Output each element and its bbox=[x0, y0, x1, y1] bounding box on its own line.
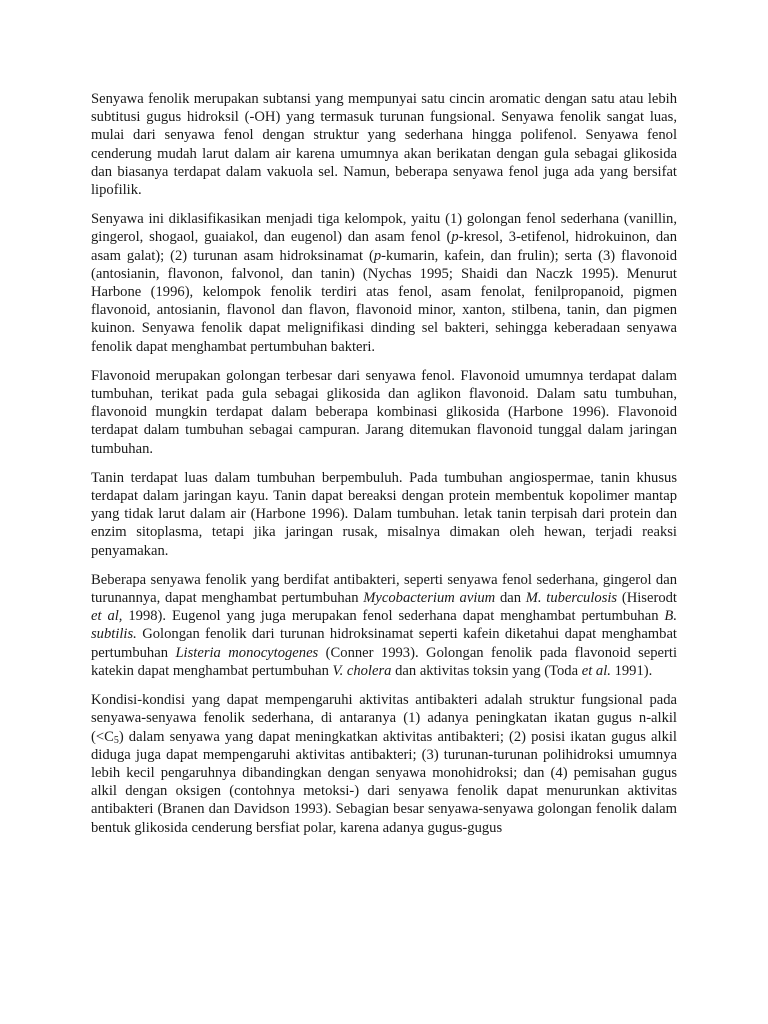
text-segment: 1991). bbox=[610, 662, 653, 679]
subscript-text: 5 bbox=[113, 734, 119, 746]
text-segment: Golongan fenolik dari turunan hidroksinamat seperti kafein diketahui dapat menghambat pertumbuhan bbox=[91, 626, 677, 661]
italic-text: M. tuberculosis bbox=[525, 590, 618, 607]
italic-text: p bbox=[451, 229, 459, 246]
text-segment: Beberapa senyawa fenolik yang berdifat antibakteri, seperti senyawa fenol sederhana, gingerol dan turunannya, dapat menghambat pertumbuhan bbox=[91, 571, 677, 607]
italic-text: B. subtilis. bbox=[91, 608, 677, 643]
italic-text: p bbox=[373, 247, 382, 264]
paragraph-tanin bbox=[91, 469, 677, 560]
italic-text: et al bbox=[91, 608, 119, 625]
text-segment: dan bbox=[495, 590, 526, 607]
text-segment: Senyawa ini diklasifikasikan menjadi tiga kelompok, yaitu (1) golongan fenol sederhana (vanillin, gingerol, shogaol, guaiakol, dan eugenol) dan asam fenol ( bbox=[91, 211, 677, 246]
italic-text: V. cholera bbox=[332, 662, 392, 679]
paragraph-klasifikasi bbox=[91, 210, 677, 356]
text-segment: (Hiserodt bbox=[617, 590, 677, 607]
text-segment: , 1998). Eugenol yang juga merupakan fenol sederhana dapat menghambat pertumbuhan bbox=[118, 608, 665, 625]
text-segment: -kresol, 3-etifenol, hidrokuinon, dan asam galat); (2) turunan asam hidroksinamat ( bbox=[91, 229, 677, 264]
text-segment: ) dalam senyawa yang dapat meningkatkan aktivitas antibakteri; (2) posisi ikatan gugus alkil diduga juga dapat mempengaruhi aktivitas antibakteri; (3) turunan-turunan polihidroksi umumnya lebih kecil pengaruhnya dibandingkan dengan senyawa monohidroksi; dan (4) pemisahan gugus alkil dengan oksigen (contohnya metoksi-) dari senyawa fenolik dapat menurunkan aktivitas antibakteri (Branen dan Davidson 1993). Sebagian besar senyawa-senyawa golongan fenolik dalam bentuk glikosida cenderung bersfiat polar, karena adanya gugus-gugus bbox=[91, 728, 677, 836]
text-segment: Flavonoid merupakan golongan terbesar dari senyawa fenol. Flavonoid umumnya terdapat dalam tumbuhan, terikat pada gula sebagai glikosida dan aglikon flavonoid. Dalam satu tumbuhan, flavonoid mungkin terdapat dalam beberapa kombinasi glikosida (Harbone 1996). Flavonoid terdapat dalam tumbuhan sebagai campuran. Jarang ditemukan flavonoid tunggal dalam jaringan tumbuhan. bbox=[91, 367, 677, 457]
text-segment: Kondisi-kondisi yang dapat mempengaruhi aktivitas antibakteri adalah struktur fungsional pada senyawa-senyawa fenolik sederhana, di antaranya (1) adanya peningkatan ikatan gugus n-alkil (<C bbox=[91, 692, 677, 745]
paragraph-kondisi-aktivitas bbox=[91, 691, 677, 837]
italic-text: Listeria monocytogenes bbox=[175, 644, 319, 661]
text-segment: Tanin terdapat luas dalam tumbuhan berpembuluh. Pada tumbuhan angiospermae, tanin khusus terdapat dalam jaringan kayu. Tanin dapat bereaksi dengan protein membentuk kopolimer mantap yang tidak larut dalam air (Harbone 1996). Dalam tumbuhan. letak tanin terpisah dari protein dan enzim sitoplasma, tetapi jika jaringan rusak, misalnya dimakan oleh hewan, terjadi reaksi penyamakan. bbox=[91, 469, 677, 559]
paragraph-fenolik-definition bbox=[91, 90, 677, 199]
italic-text: Mycobacterium avium bbox=[363, 590, 496, 607]
paragraph-flavonoid bbox=[91, 367, 677, 458]
text-segment: dan aktivitas toksin yang (Toda bbox=[391, 662, 582, 679]
text-segment: Senyawa fenolik merupakan subtansi yang mempunyai satu cincin aromatic dengan satu atau lebih subtitusi gugus hidroksil (-OH) yang termasuk turunan fungsional. Senyawa fenolik sangat luas, mulai dari senyawa fenol dengan struktur yang sederhana hingga polifenol. Senyawa fenol cenderung mudah larut dalam air karena umumnya akan berikatan dengan gula sebagai glikosida dan biasanya terdapat dalam vakuola sel. Namun, beberapa senyawa fenol juga ada yang bersifat lipofilik. bbox=[91, 91, 677, 199]
text-segment: (Conner 1993). Golongan fenolik pada flavonoid seperti katekin dapat menghambat pertumbuhan bbox=[91, 644, 677, 679]
text-segment: -kumarin, kafein, dan frulin); serta (3) flavonoid (antosianin, flavonon, falvonol, dan tanin) (Nychas 1995; Shaidi dan Naczk 1995). Menurut Harbone (1996), kelompok fenolik terdiri atas fenol, asam fenolat, fenilpropanoid, pigmen flavonoid, antosianin, flavonol dan flavon, flavonoid minor, xanton, stilbena, tanin, dan pigmen kuinon. Senyawa fenolik dapat melignifikasi dinding sel bakteri, sehingga keberadaan senyawa fenolik dapat menghambat pertumbuhan bakteri. bbox=[91, 247, 677, 355]
document-page bbox=[91, 90, 677, 848]
italic-text: et al. bbox=[581, 662, 611, 679]
paragraph-antibakteri bbox=[91, 571, 677, 680]
